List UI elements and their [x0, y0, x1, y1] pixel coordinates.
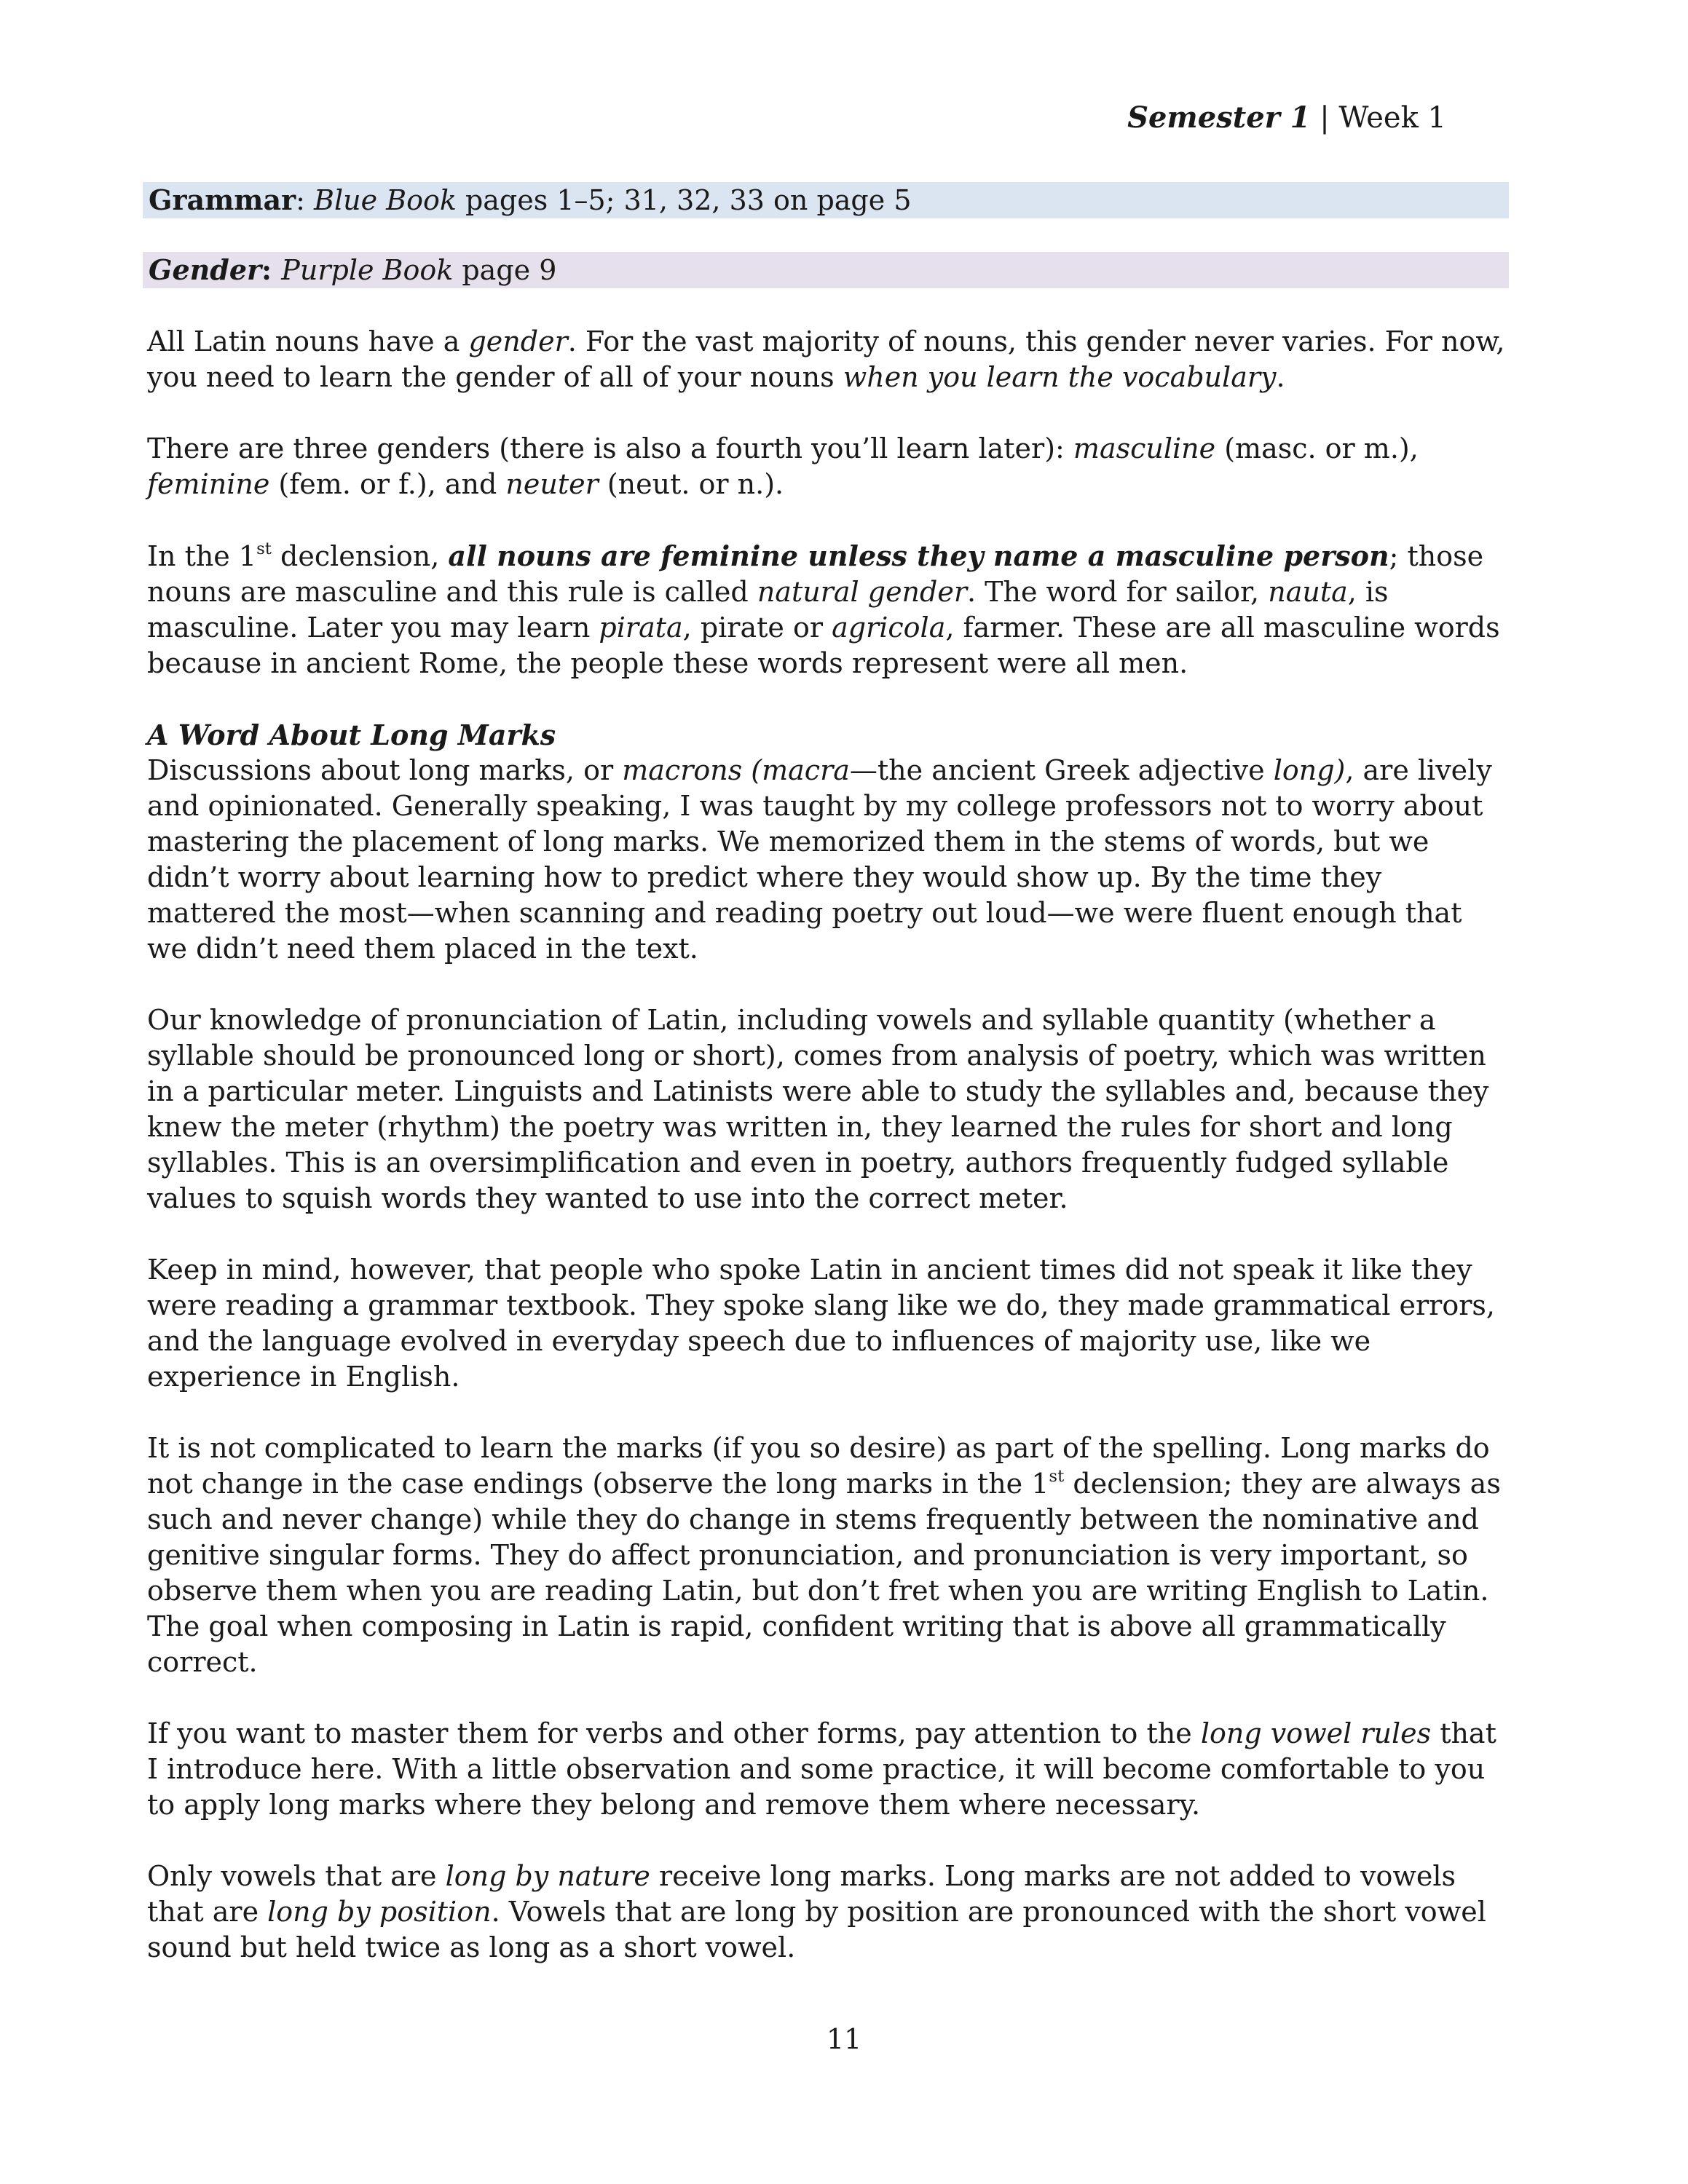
text-run-italic: nauta	[1268, 576, 1348, 608]
gender-pages: page 9	[453, 254, 557, 286]
paragraph-long-marks	[147, 753, 1509, 967]
text-run: . Vowels that are long by position are pronounced with the short vowel sound but held twice as long as a short vowel.	[147, 1896, 1486, 1963]
paragraph-three-genders	[147, 431, 1509, 502]
text-run: , farmer. These are all masculine words because in ancient Rome, the people these words represent were all men.	[147, 612, 1500, 679]
text-run: It is not complicated to learn the marks (if you so desire) as part of the spelling. Long marks do not change in the case endings (observe the long marks in the 1	[147, 1432, 1490, 1500]
text-run: that I introduce here. With a little observation and some practice, it will become comfortable to you to apply long marks where they belong and remove them where necessary.	[147, 1717, 1496, 1821]
superscript: st	[1049, 1467, 1065, 1487]
text-run: , pirate or	[682, 612, 832, 644]
running-header	[0, 98, 1446, 138]
text-run-italic: agricola	[832, 612, 946, 644]
paragraph-first-declension	[147, 538, 1509, 681]
text-run-italic: neuter	[505, 468, 599, 500]
text-run: . The word for sailor,	[967, 576, 1269, 608]
grammar-assignment-bar	[143, 182, 1509, 218]
header-separator: |	[1310, 101, 1339, 135]
semester-label: Semester 1	[1127, 100, 1311, 135]
superscript: st	[256, 539, 272, 559]
paragraph-long-vowel-rules	[147, 1716, 1509, 1823]
purple-book-title: Purple Book	[281, 254, 454, 286]
grammar-pages: pages 1–5; 31, 32, 33 on page 5	[456, 184, 912, 216]
page-content	[147, 182, 1509, 1966]
text-run-italic: long by nature	[445, 1860, 650, 1892]
text-run: ; those nouns are masculine and this rule is called	[147, 540, 1484, 608]
text-run: Discussions about long marks, or	[147, 754, 623, 786]
paragraph-pronunciation: Our knowledge of pronunciation of Latin, including vowels and syllable quantity (whether a syllable should be pronounced long or short), comes from analysis of poetry, which was written in a particular meter. Linguists and Latinists were able to study the syllables and, because they knew the meter (rhythm) the poetry was written in, they learned the rules for short and long syllables. This is an oversimplification and even in poetry, authors frequently fudged syllable values to squish words they wanted to use into the correct meter.	[147, 1004, 1489, 1214]
text-run: (masc. or m.),	[1215, 432, 1419, 464]
text-run: There are three genders (there is also a fourth you’ll learn later):	[147, 432, 1073, 464]
text-run-italic: masculine	[1073, 432, 1216, 464]
text-run: (fem. or f.), and	[269, 468, 506, 500]
text-run: declension,	[271, 540, 449, 572]
text-run: declension; they are always as such and never change) while they do change in stems frequently between the nominative and genitive singular forms. They do affect pronunciation, and pronunciation is very important, so observe them when you are reading Latin, but don’t fret when you are writing English to Latin. The goal when composing in Latin is rapid, confident writing that is above all grammatically correct.	[147, 1468, 1501, 1678]
paragraph-ancient-speech: Keep in mind, however, that people who spoke Latin in ancient times did not speak it like they were reading a grammar textbook. They spoke slang like we do, they made grammatical errors, and the language evolved in everyday speech due to influences of majority use, like we experience in English.	[147, 1254, 1495, 1393]
grammar-colon: :	[296, 184, 315, 216]
paragraph-long-by-nature	[147, 1859, 1509, 1966]
page-number: 11	[826, 2023, 862, 2055]
text-run: .	[1276, 361, 1285, 393]
text-run: In the 1	[147, 540, 257, 572]
gender-assignment-bar	[143, 252, 1509, 288]
text-run-italic: long)	[1273, 754, 1346, 786]
text-run: All Latin nouns have a	[147, 325, 469, 357]
text-run: , are lively and opinionated. Generally speaking, I was taught by my college professors not to worry about mastering the placement of long marks. We memorized them in the stems of words, but we didn’t worry about learning how to predict where they would show up. By the time they mattered the most—when scanning and reading poetry out loud—we were fluent enough that we didn’t need them placed in the text.	[147, 754, 1492, 965]
text-run-italic: pirata	[599, 612, 683, 644]
text-run-italic: feminine	[147, 468, 270, 500]
text-run-bold-italic: all nouns are feminine unless they name a masculine person	[448, 539, 1389, 572]
text-run: Only vowels that are	[147, 1860, 446, 1892]
week-label: Week 1	[1338, 101, 1446, 135]
text-run: . For the vast majority of nouns, this gender never varies. For now, you need to learn the gender of all of your nouns	[147, 325, 1505, 393]
text-run: If you want to master them for verbs and other forms, pay attention to the	[147, 1717, 1201, 1749]
paragraph-learning-marks	[147, 1431, 1509, 1680]
section-heading: A Word About Long Marks	[147, 719, 556, 751]
text-run-italic: long by position	[267, 1896, 492, 1928]
text-run-italic: gender	[468, 325, 568, 357]
paragraph-gender-intro	[147, 324, 1509, 395]
text-run: , is masculine. Later you may learn	[147, 576, 1389, 644]
gender-colon: :	[261, 253, 282, 286]
text-run-italic: macrons (macra	[622, 754, 850, 786]
text-run-italic: natural gender	[757, 576, 968, 608]
text-run-italic: long vowel rules	[1200, 1717, 1432, 1749]
text-run: receive long marks. Long marks are not added to vowels that are	[147, 1860, 1456, 1928]
gender-label: Gender	[149, 253, 262, 286]
text-run: (neut. or n.).	[598, 468, 784, 500]
grammar-label: Grammar	[149, 183, 296, 216]
text-run: —the ancient Greek adjective	[849, 754, 1274, 786]
blue-book-title: Blue Book	[314, 184, 457, 216]
text-run-italic: when you learn the vocabulary	[843, 361, 1277, 393]
